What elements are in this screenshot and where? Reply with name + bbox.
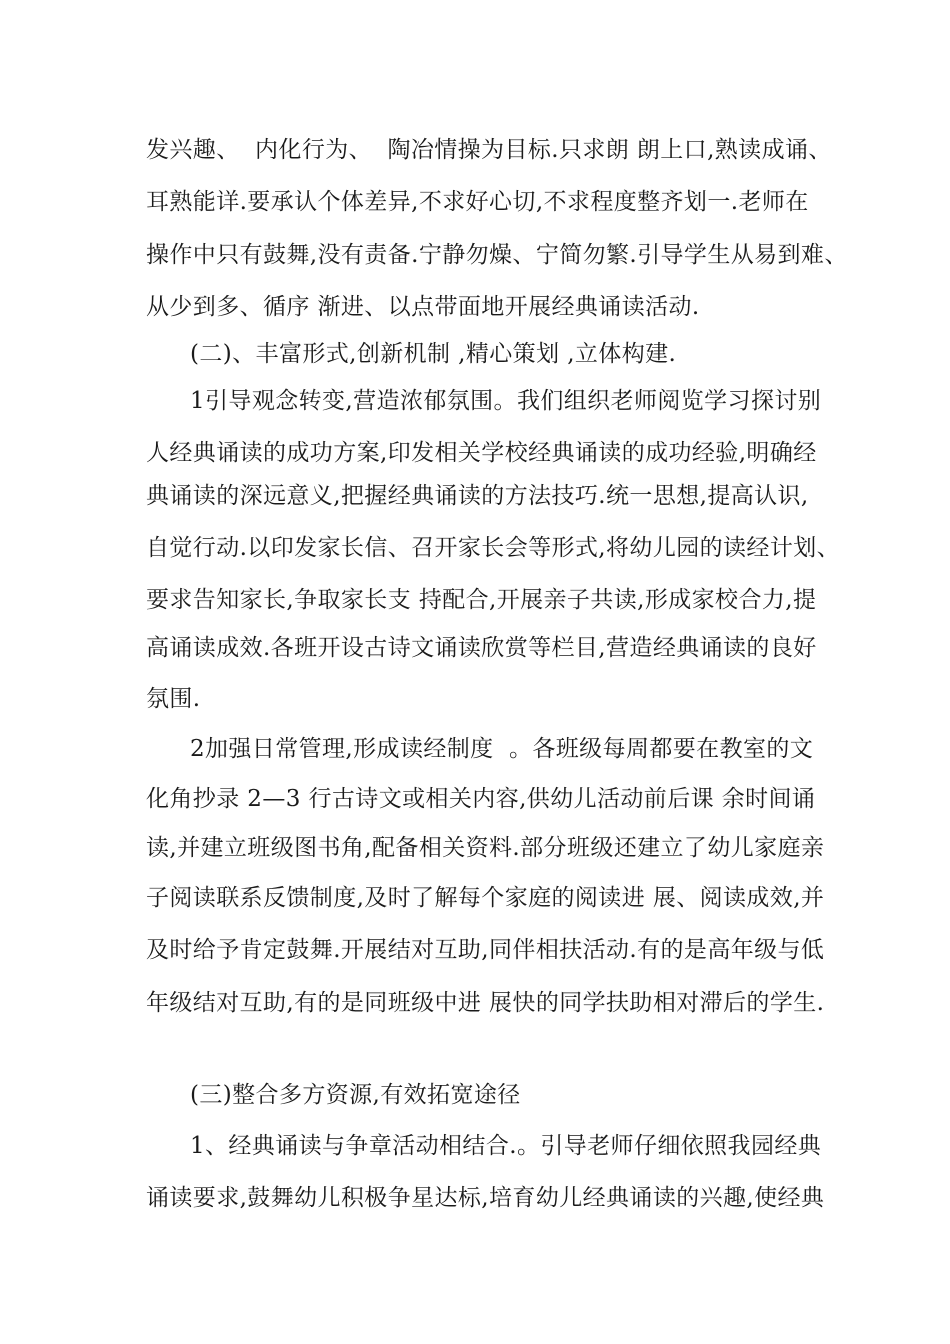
section-heading: (二)、丰富形式,创新机制 ,精心策划 ,立体构建. <box>190 341 677 367</box>
text-line: 1引导观念转变,营造浓郁氛围。我们组织老师阅览学习探讨别 <box>190 388 822 414</box>
text-line: 化角抄录 2—3 行古诗文或相关内容,供幼儿活动前后课 余时间诵 <box>146 786 816 812</box>
text-line: 从少到多、循序 渐进、以点带面地开展经典诵读活动. <box>146 294 700 320</box>
text-line: 氛围. <box>146 686 201 712</box>
text-line: 读,并建立班级图书角,配备相关资料.部分班级还建立了幼儿家庭亲 <box>146 835 825 861</box>
text-line: 典诵读的深远意义,把握经典诵读的方法技巧.统一思想,提高认识, <box>146 483 809 509</box>
text-line: 自觉行动.以印发家长信、召开家长会等形式,将幼儿园的读经计划、 <box>146 535 841 561</box>
text-line: 发兴趣、 内化行为、 陶冶情操为目标.只求朗 朗上口,熟读成诵、 <box>146 137 832 163</box>
text-line: 2加强日常管理,形成读经制度 。各班级每周都要在教室的文 <box>190 736 814 762</box>
text-line: 1、经典诵读与争章活动相结合.。引导老师仔细依照我园经典 <box>190 1133 822 1159</box>
text-line: 人经典诵读的成功方案,印发相关学校经典诵读的成功经验,明确经 <box>146 440 817 466</box>
text-line: 耳熟能详.要承认个体差异,不求好心切,不求程度整齐划一.老师在 <box>146 189 809 215</box>
text-line: 年级结对互助,有的是同班级中进 展快的同学扶助相对滞后的学生. <box>146 990 825 1016</box>
text-line: 诵读要求,鼓舞幼儿积极争星达标,培育幼儿经典诵读的兴趣,使经典 <box>146 1185 825 1211</box>
text-line: 高诵读成效.各班开设古诗文诵读欣赏等栏目,营造经典诵读的良好 <box>146 635 817 661</box>
text-line: 操作中只有鼓舞,没有责备.宁静勿燥、宁简勿繁.引导学生从易到难、 <box>146 242 848 268</box>
text-line: 子阅读联系反馈制度,及时了解每个家庭的阅读进 展、阅读成效,并 <box>146 885 825 911</box>
section-heading: (三)整合多方资源,有效拓宽途径 <box>190 1082 521 1108</box>
text-line: 要求告知家长,争取家长支 持配合,开展亲子共读,形成家校合力,提 <box>146 587 817 613</box>
text-line: 及时给予肯定鼓舞.开展结对互助,同伴相扶活动.有的是高年级与低 <box>146 937 825 963</box>
